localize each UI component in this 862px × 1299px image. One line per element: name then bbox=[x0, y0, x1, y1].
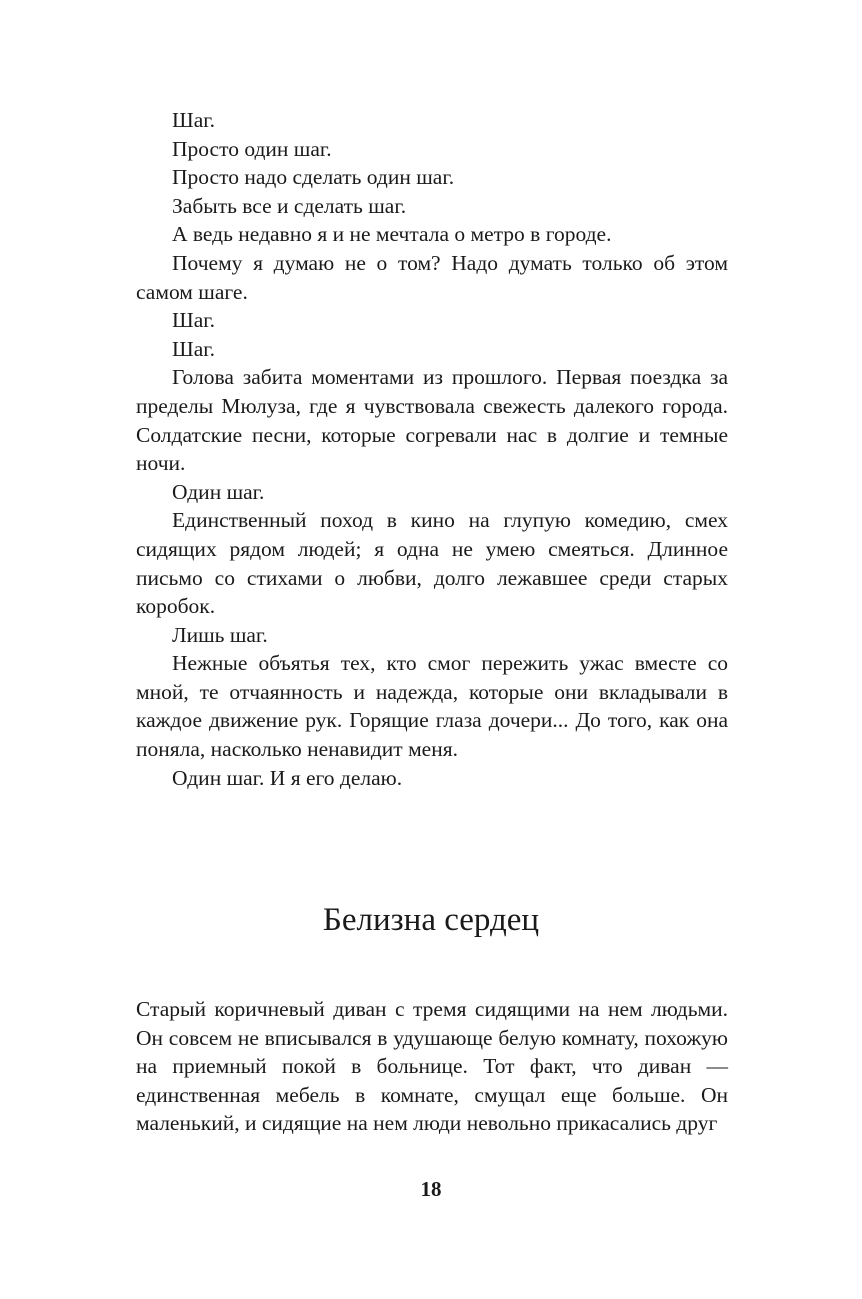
chapter-opening-paragraph: Старый коричневый диван с тремя сидящими на нем людьми. Он совсем не вписывался в удушающе белую комнату, похожую на приемный покой в больнице. Тот факт, что диван — единственная мебель в комнате, смущал еще больше. Он маленький, и сидящие на нем люди невольно прикасались друг bbox=[136, 997, 728, 1136]
paragraph: Просто один шаг. bbox=[172, 136, 332, 161]
paragraph: Один шаг. bbox=[172, 479, 265, 504]
paragraph: Единственный поход в кино на глупую комедию, смех сидящих рядом людей; я одна не умею смеяться. Длинное письмо со стихами о любви, долго лежавшее среди старых коробок. bbox=[136, 508, 728, 619]
paragraph: Шаг. bbox=[172, 336, 215, 361]
paragraph: Просто надо сделать один шаг. bbox=[172, 165, 455, 190]
paragraph: А ведь недавно я и не мечтала о метро в городе. bbox=[172, 222, 612, 247]
top-text-block bbox=[136, 106, 728, 792]
paragraph: Шаг. bbox=[172, 308, 215, 333]
paragraph: Один шаг. И я его делаю. bbox=[172, 765, 403, 790]
paragraph: Нежные объятья тех, кто смог пережить ужас вместе со мной, те отчаянность и надежда, которые они вкладывали в каждое движение рук. Горящие глаза дочери... До того, как она поняла, насколько ненавидит меня. bbox=[136, 651, 728, 762]
paragraph: Лишь шаг. bbox=[172, 622, 268, 647]
page-number: 18 bbox=[420, 1177, 442, 1201]
chapter-text-block bbox=[136, 995, 728, 1138]
paragraph: Голова забита моментами из прошлого. Первая поездка за пределы Мюлуза, где я чувствовала свежесть далекого города. Солдатские песни, которые согревали нас в долгие и темные ночи. bbox=[136, 365, 728, 476]
paragraph: Забыть все и сделать шаг. bbox=[172, 193, 407, 218]
chapter-title: Белизна сердец bbox=[322, 902, 540, 938]
paragraph: Шаг. bbox=[172, 108, 215, 132]
paragraph: Почему я думаю не о том? Надо думать только об этом самом шаге. bbox=[136, 250, 728, 304]
